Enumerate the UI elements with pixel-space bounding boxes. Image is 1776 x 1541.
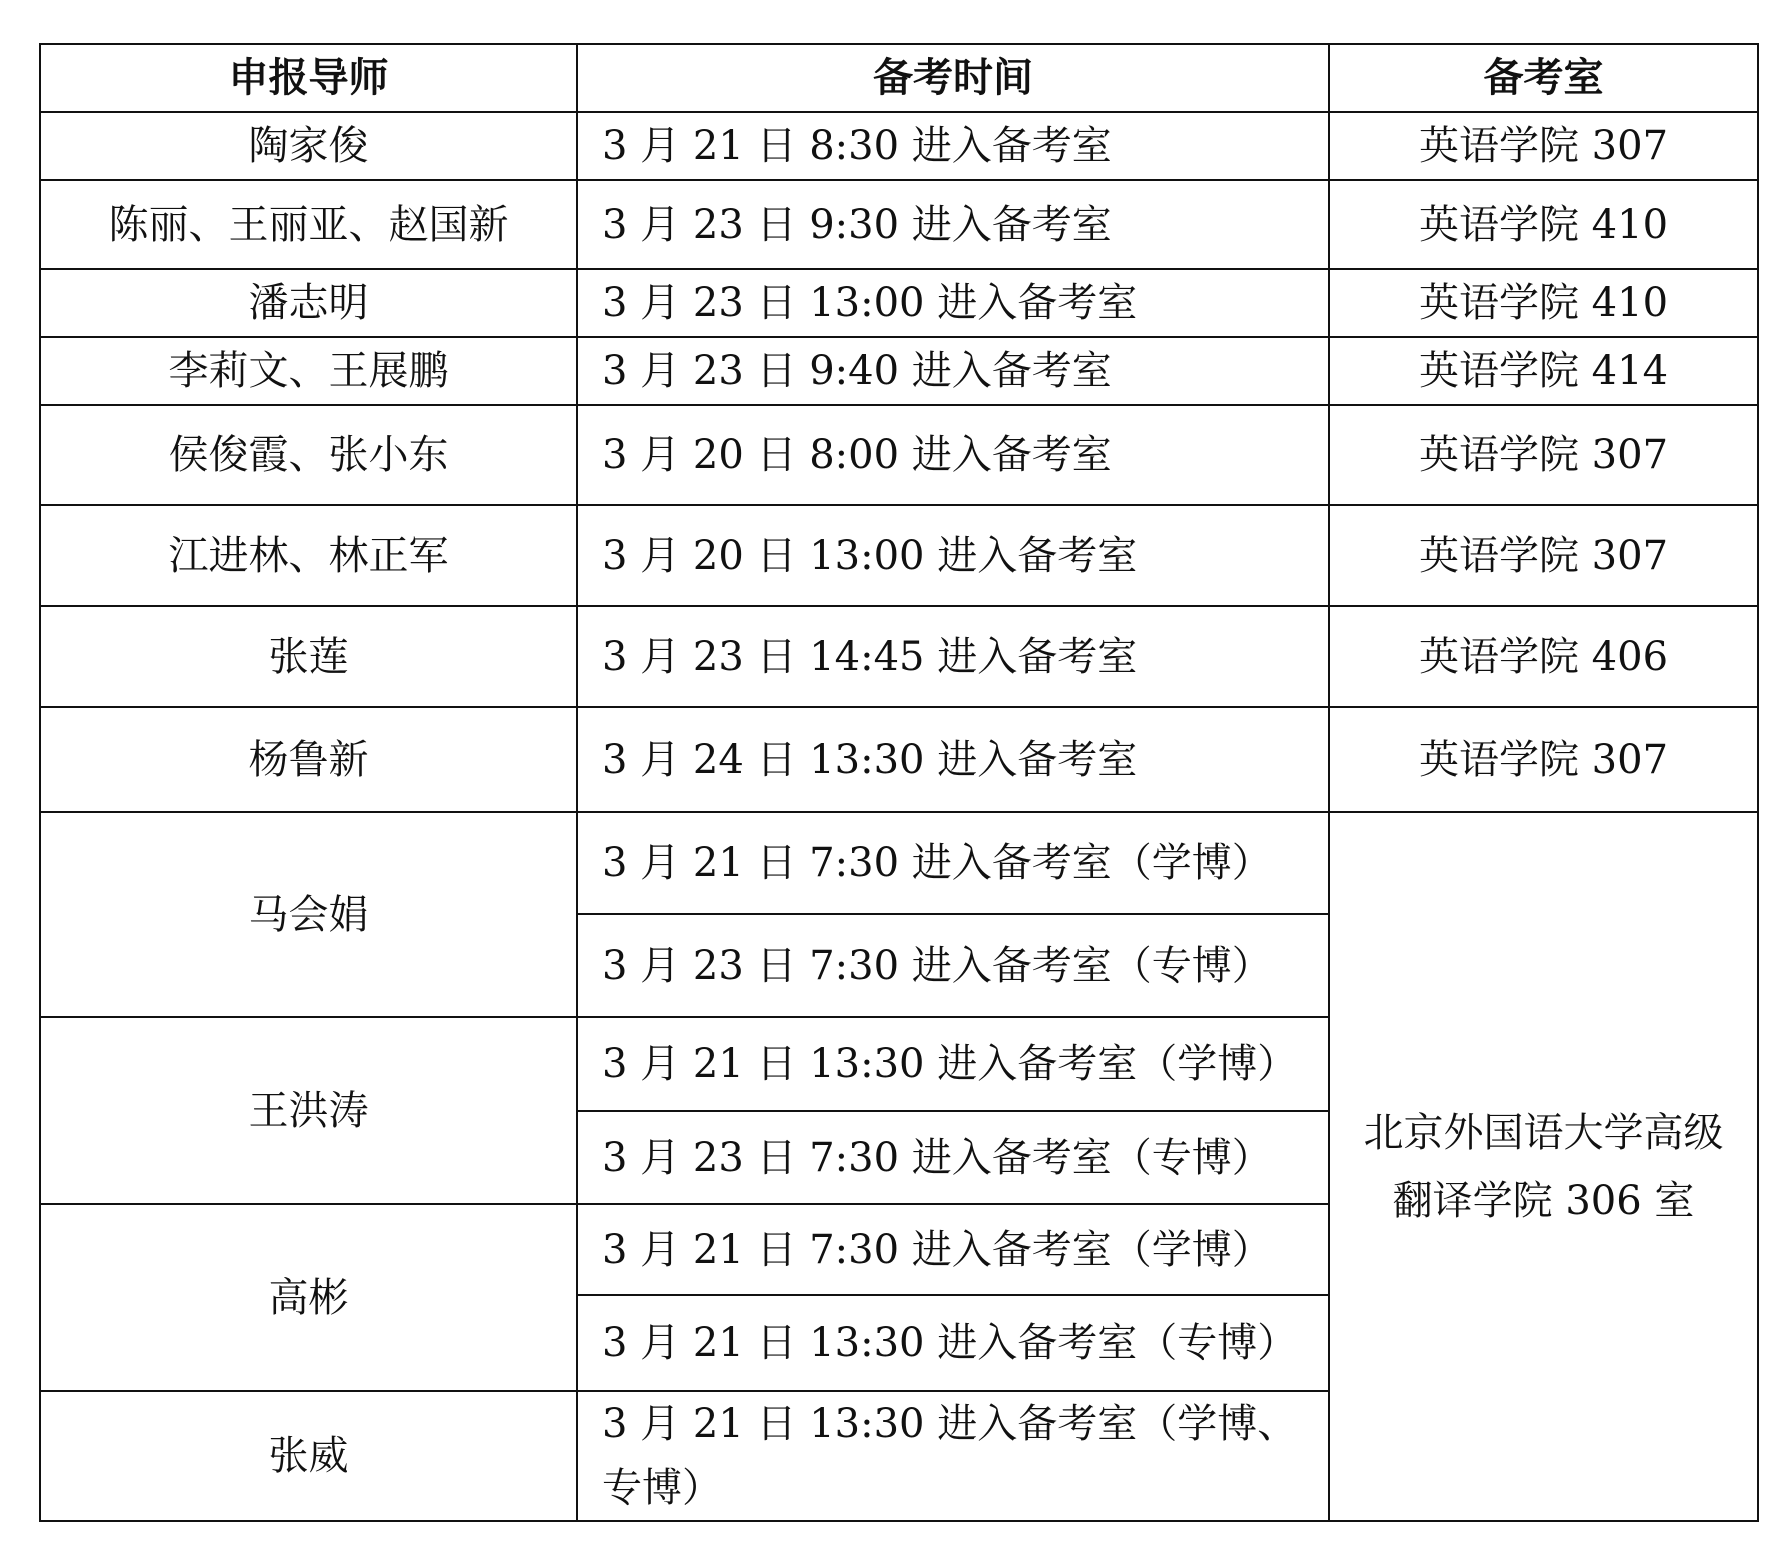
header-row xyxy=(40,44,1758,112)
time-cell: 3 月 21 日 7:30 进入备考室（学博） xyxy=(577,812,1329,914)
table-row xyxy=(40,606,1758,707)
table-row xyxy=(40,707,1758,812)
time-cell: 3 月 23 日 13:00 进入备考室 xyxy=(577,269,1329,337)
time-cell: 3 月 21 日 13:30 进入备考室（学博、专博） xyxy=(577,1391,1329,1521)
mentor-cell: 高彬 xyxy=(40,1204,577,1391)
time-cell: 3 月 23 日 14:45 进入备考室 xyxy=(577,606,1329,707)
room-cell: 英语学院 406 xyxy=(1329,606,1758,707)
table-row xyxy=(40,112,1758,180)
time-cell: 3 月 21 日 13:30 进入备考室（学博） xyxy=(577,1017,1329,1111)
table-row xyxy=(40,505,1758,606)
mentor-cell: 李莉文、王展鹏 xyxy=(40,337,577,405)
header-time: 备考时间 xyxy=(577,44,1329,112)
mentor-cell: 王洪涛 xyxy=(40,1017,577,1204)
time-cell: 3 月 23 日 7:30 进入备考室（专博） xyxy=(577,914,1329,1017)
table-row xyxy=(40,337,1758,405)
mentor-cell: 张莲 xyxy=(40,606,577,707)
room-cell: 英语学院 410 xyxy=(1329,180,1758,269)
time-cell: 3 月 24 日 13:30 进入备考室 xyxy=(577,707,1329,812)
mentor-cell: 马会娟 xyxy=(40,812,577,1017)
time-cell: 3 月 20 日 13:00 进入备考室 xyxy=(577,505,1329,606)
exam-prep-schedule-table xyxy=(39,43,1759,1522)
time-cell: 3 月 23 日 7:30 进入备考室（专博） xyxy=(577,1111,1329,1204)
room-cell: 英语学院 307 xyxy=(1329,707,1758,812)
time-cell: 3 月 20 日 8:00 进入备考室 xyxy=(577,405,1329,505)
mentor-cell: 潘志明 xyxy=(40,269,577,337)
table-row xyxy=(40,180,1758,269)
table-row xyxy=(40,405,1758,505)
mentor-cell: 杨鲁新 xyxy=(40,707,577,812)
header-mentor: 申报导师 xyxy=(40,44,577,112)
mentor-cell: 陈丽、王丽亚、赵国新 xyxy=(40,180,577,269)
mentor-cell: 陶家俊 xyxy=(40,112,577,180)
room-cell: 英语学院 307 xyxy=(1329,505,1758,606)
merged-room-cell: 北京外国语大学高级翻译学院 306 室 xyxy=(1329,812,1758,1521)
mentor-cell: 江进林、林正军 xyxy=(40,505,577,606)
table-row xyxy=(40,269,1758,337)
time-cell: 3 月 21 日 13:30 进入备考室（专博） xyxy=(577,1295,1329,1391)
room-cell: 英语学院 410 xyxy=(1329,269,1758,337)
mentor-cell: 张威 xyxy=(40,1391,577,1521)
room-cell: 英语学院 414 xyxy=(1329,337,1758,405)
room-cell: 英语学院 307 xyxy=(1329,405,1758,505)
time-cell: 3 月 21 日 7:30 进入备考室（学博） xyxy=(577,1204,1329,1295)
time-cell: 3 月 23 日 9:40 进入备考室 xyxy=(577,337,1329,405)
time-cell: 3 月 21 日 8:30 进入备考室 xyxy=(577,112,1329,180)
header-room: 备考室 xyxy=(1329,44,1758,112)
time-cell: 3 月 23 日 9:30 进入备考室 xyxy=(577,180,1329,269)
table-row xyxy=(40,812,1758,914)
room-cell: 英语学院 307 xyxy=(1329,112,1758,180)
mentor-cell: 侯俊霞、张小东 xyxy=(40,405,577,505)
